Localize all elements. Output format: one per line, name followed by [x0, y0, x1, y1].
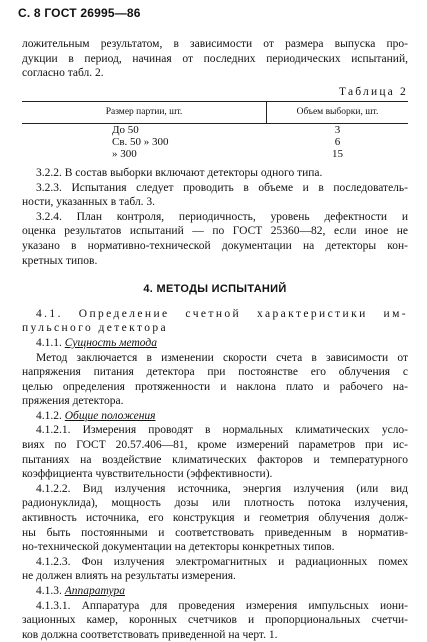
column-header: Объем выборки, шт. — [266, 102, 408, 124]
table-cell: » 300 — [22, 148, 266, 160]
text-line: 4.1.2.3. Фон излучения электромагнитных и радиационных помех — [36, 555, 408, 568]
table-cell: 15 — [331, 147, 343, 160]
section-title: 4. МЕТОДЫ ИСПЫТАНИЙ — [143, 283, 287, 296]
table-caption: Таблица 2 — [339, 85, 408, 98]
heading-4-1-3 — [22, 584, 408, 599]
page-header: С. 8 ГОСТ 26995—86 — [18, 6, 141, 20]
text-line: целью определения протяженности и наклона плато и рабочего на- — [22, 380, 408, 393]
intro-paragraph — [22, 37, 408, 81]
table-cell: 3 — [334, 123, 341, 136]
text-line: 3.2.2. В состав выборки включают детекторы одного типа. — [36, 166, 323, 179]
text-line — [22, 584, 408, 599]
paragraph-3-2-2 — [22, 166, 408, 181]
table-cell: До 50 — [22, 123, 266, 136]
clause-number: 4.1.3. — [36, 585, 62, 597]
table-row — [22, 136, 408, 148]
text-line: указано в нормативно-технической документации на детекторы кон- — [22, 239, 408, 252]
text-line: зационных камер, коронных счетчиков и пропорциональных счетчи- — [22, 614, 408, 627]
text-line: ложительным результатом, в зависимости от размера выпуска про- — [22, 38, 408, 50]
clause-heading: Сущность метода — [64, 336, 157, 349]
paragraph-3-2-3 — [22, 181, 408, 210]
text-line: 4.1.2.2. Вид излучения источника, энергия излучения (или вид — [36, 482, 408, 495]
text-line: не должен влиять на результаты измерения. — [22, 570, 236, 583]
text-line: виях по ГОСТ 20.57.406—81, кроме измерений параметров при ис- — [22, 439, 408, 452]
clause-number: 4.1.1. — [36, 336, 62, 349]
clause-number: 4.1.2. — [36, 409, 62, 422]
text-line: ности, указанных в табл. 3. — [22, 196, 156, 209]
table-cell: Св. 50 » 300 — [22, 136, 266, 148]
heading-4-1-2 — [22, 409, 408, 424]
text-line: но-технической документации на детекторы конкретных типов. — [22, 541, 335, 554]
text-line: пульсного детектора — [22, 322, 169, 335]
text-line: ков должна соответствовать приведенной на черт. 1. — [22, 628, 278, 641]
clause-heading: Общие положения — [64, 409, 156, 422]
subsection-4-1-title — [22, 307, 408, 336]
text-line: дукции в период, начиная от последних периодических испытаний, — [22, 52, 408, 65]
text-line: ны быть постоянными и соответствовать приведенным в норматив- — [22, 526, 408, 539]
text-line: активность источника, его конструкция и геометрия облучения долж- — [22, 512, 408, 525]
clause-heading: Аппаратура — [64, 585, 125, 597]
text-line: пытаниях на воздействие климатических факторов и температурного — [22, 453, 408, 466]
text-line: пряжения детектора. — [22, 395, 124, 408]
page-body — [22, 37, 408, 642]
text-line — [22, 336, 408, 351]
text-line: оценка результатов испытаний — по ГОСТ 25360—82, если иное не — [22, 225, 408, 238]
table-row — [22, 148, 408, 160]
text-line: радионуклида), мощность дозы или плотность потока излучения, — [22, 497, 408, 510]
paragraph-4-1-3-1 — [22, 599, 408, 642]
text-line: Метод заключается в изменении скорости счета в зависимости от — [36, 351, 408, 364]
heading-4-1-1 — [22, 336, 408, 351]
paragraph-3-2-4 — [22, 210, 408, 268]
paragraph-4-1-2-1 — [22, 423, 408, 481]
table-cell: 6 — [334, 135, 341, 148]
paragraph-4-1-1 — [22, 351, 408, 409]
table-header-row — [22, 102, 408, 124]
text-line: коэффициента чувствительности (эффективности). — [22, 468, 273, 481]
text-line: напряжения питания детектора при постоянстве его облучения с — [22, 366, 408, 379]
text-line: 3.2.3. Испытания следует проводить в объеме и в последователь- — [36, 181, 408, 194]
table-row — [22, 123, 408, 136]
text-line: согласно табл. 2. — [22, 67, 104, 80]
text-line: 4.1.2.1. Измерения проводят в нормальных климатических усло- — [36, 424, 408, 437]
text-line: 4.1. Определение счетной характеристики им- — [36, 307, 408, 320]
sample-size-table — [22, 101, 408, 160]
text-line: кретных типов. — [22, 254, 98, 267]
column-header: Размер партии, шт. — [22, 102, 266, 124]
paragraph-4-1-2-2 — [22, 482, 408, 555]
text-line: 4.1.3.1. Аппаратура для проведения измерения импульсных иони- — [36, 599, 408, 612]
text-line — [22, 409, 408, 424]
paragraph-4-1-2-3 — [22, 555, 408, 584]
text-line: 3.2.4. План контроля, периодичность, уровень дефектности и — [36, 210, 408, 223]
